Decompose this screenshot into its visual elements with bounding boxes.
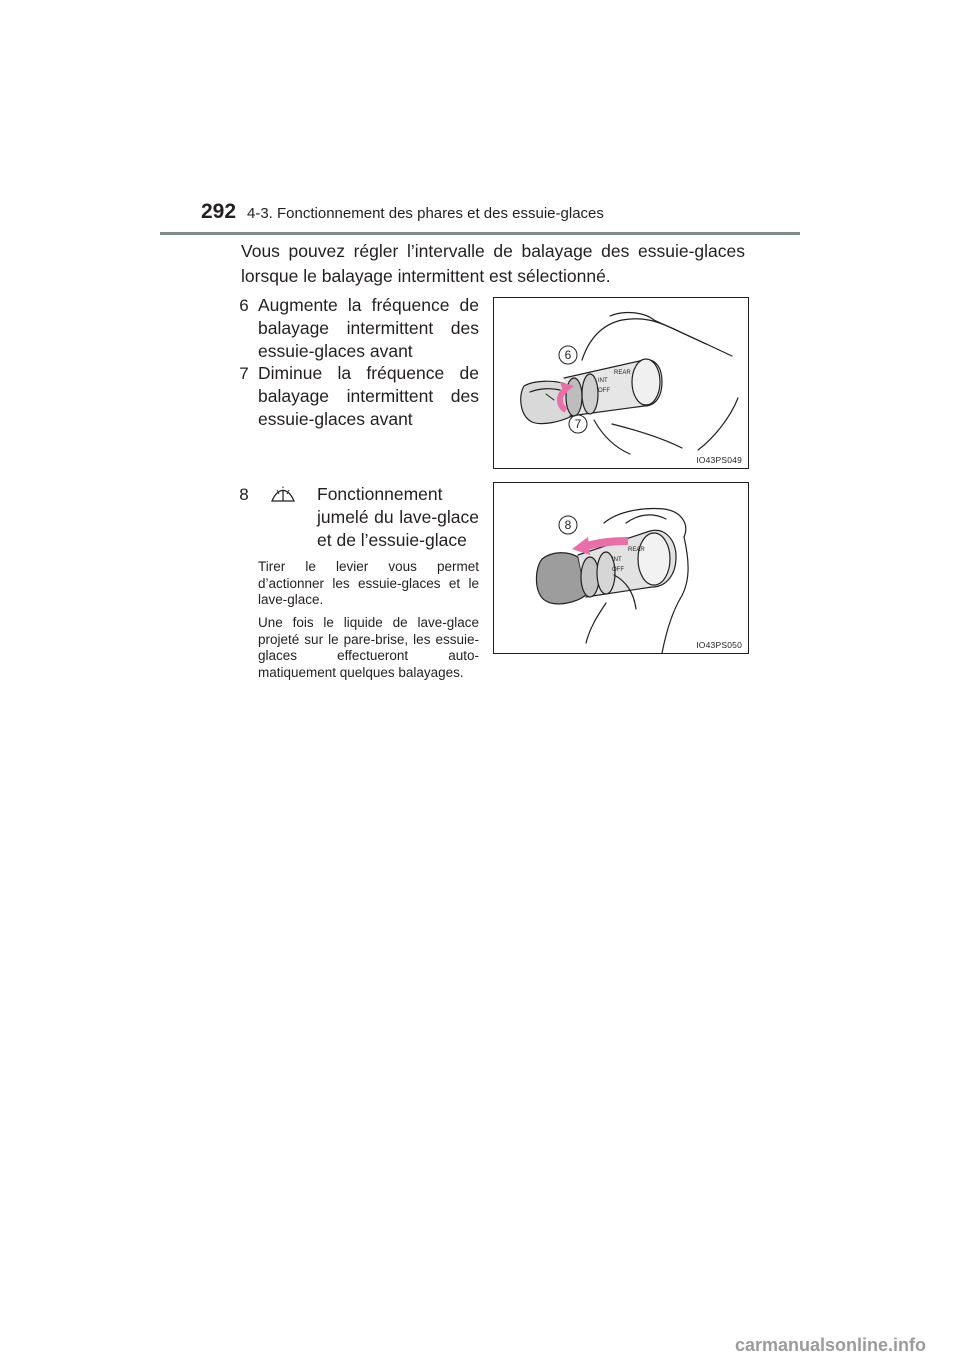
item-number-7 bbox=[237, 363, 251, 383]
figure-wiper-interval bbox=[493, 297, 749, 469]
header-rule bbox=[160, 232, 800, 235]
item-number-6-text: 6 bbox=[239, 296, 249, 315]
switch-label-int: INT bbox=[598, 378, 608, 384]
item-6-line-2: balayage intermittent des bbox=[258, 318, 479, 338]
callout-6: 6 bbox=[564, 348, 572, 362]
washer-title bbox=[317, 483, 479, 552]
item-7-line-1: Diminue la fréquence de bbox=[258, 363, 479, 383]
watermark[interactable]: carmanualsonline.info bbox=[735, 1335, 927, 1355]
item-7-line-2: balayage intermittent des bbox=[258, 386, 479, 406]
washer-title-line-3: et de l’essuie-glace bbox=[317, 530, 467, 550]
washer-title-line-2: jumelé du lave-glace bbox=[317, 507, 479, 527]
section-title: 4-3. Fonctionnement des phares et des essuie-glaces bbox=[247, 205, 604, 222]
switch-label-rear: REAR bbox=[614, 370, 631, 376]
item-number-7-text: 7 bbox=[239, 364, 249, 383]
washer-paragraph-1: Tirer le levier vous permet d’actionner les essuie-glaces et le lave-glace. bbox=[258, 559, 479, 607]
intro-text: Vous pouvez régler l’intervalle de balayage des essuie-glaces lorsque le balayage intermittent est sélectionné. bbox=[241, 241, 745, 286]
item-number-8 bbox=[237, 484, 251, 504]
page-number: 292 bbox=[201, 200, 237, 223]
figure-washer bbox=[493, 482, 749, 654]
switch-label-off: OFF bbox=[598, 388, 610, 394]
item-6-text bbox=[258, 294, 479, 363]
windshield-washer-icon bbox=[270, 483, 296, 510]
item-number-6 bbox=[237, 295, 251, 315]
callout-7: 7 bbox=[574, 417, 582, 431]
switch-label-int-2: INT bbox=[612, 557, 622, 563]
switch-label-off-2: OFF bbox=[612, 567, 624, 573]
item-6-line-1: Augmente la fréquence de bbox=[258, 295, 479, 315]
wiper-interval-illustration bbox=[494, 298, 748, 468]
washer-illustration bbox=[494, 483, 748, 653]
item-6-line-3: essuie-glaces avant bbox=[258, 341, 413, 361]
item-number-8-text: 8 bbox=[239, 485, 249, 504]
item-7-line-3: essuie-glaces avant bbox=[258, 409, 413, 429]
callout-8: 8 bbox=[564, 518, 572, 532]
washer-paragraph-2: Une fois le liquide de lave-glace projeté sur le pare-brise, les essuie-glaces effectueront auto-matiquement quelques balayages. bbox=[258, 615, 479, 680]
washer-title-line-1: Fonctionnement bbox=[317, 484, 443, 504]
figure-code-2: IO43PS050 bbox=[696, 640, 742, 650]
item-7-text bbox=[258, 362, 479, 431]
figure-code: IO43PS049 bbox=[696, 455, 742, 465]
switch-label-rear-2: REAR bbox=[628, 547, 645, 553]
